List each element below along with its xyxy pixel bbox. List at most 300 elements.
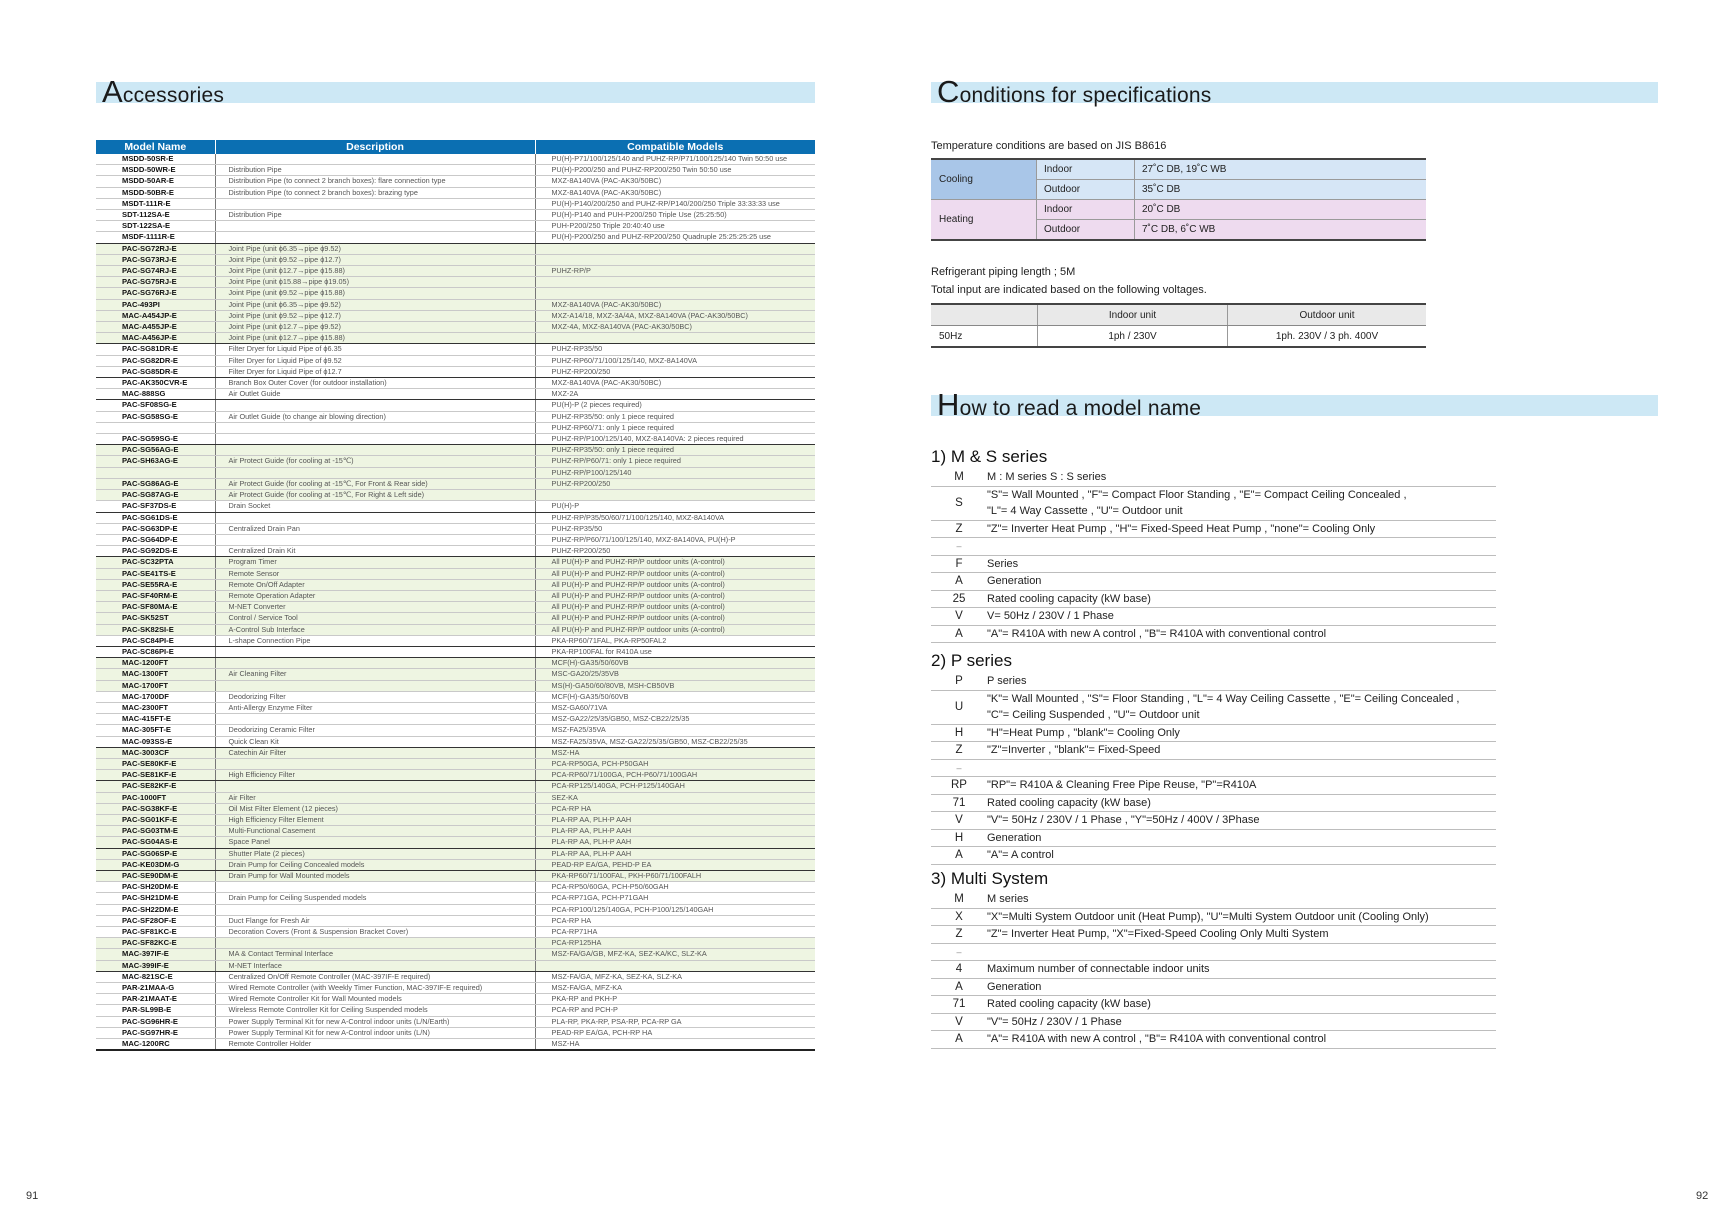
code-meaning (987, 625, 1496, 643)
accessory-row (96, 434, 815, 445)
model-name-cell: PAC-SF82KC-E (96, 938, 215, 949)
conditions-heading: Conditions for specifications (937, 74, 1212, 109)
model-name-cell: MAC-1300FT (96, 669, 215, 680)
model-name-cell: PAC-SG82DR-E (96, 355, 215, 366)
description-cell: Air Filter (215, 792, 535, 803)
accessory-row (96, 467, 815, 478)
compatible-models-cell (535, 490, 815, 501)
model-name-cell: PAC-SF08SG-E (96, 400, 215, 411)
model-code-row (931, 908, 1496, 926)
accessories-heading-bar (96, 74, 815, 109)
model-code-row (931, 520, 1496, 538)
model-code-row (931, 573, 1496, 591)
compatible-models-cell: MS(H)-GA50/60/80VB, MSH-CB50VB (535, 680, 815, 691)
accessory-row (96, 344, 815, 355)
accessory-row (96, 1005, 815, 1016)
accessory-row (96, 490, 815, 501)
model-name-cell: PAC-SE90DM-E (96, 871, 215, 882)
accessory-row (96, 400, 815, 411)
compatible-models-cell: MCF(H)-GA35/50/60VB (535, 691, 815, 702)
accessory-row (96, 904, 815, 915)
code-letter: S (931, 486, 987, 520)
cooling-outdoor-label: Outdoor (1037, 180, 1135, 200)
model-name-cell: MAC-093SS-E (96, 736, 215, 747)
model-name-cell: PAC-SG74RJ-E (96, 266, 215, 277)
code-letter: H (931, 829, 987, 847)
code-meaning (987, 742, 1496, 760)
model-name-cell: MAC-1200RC (96, 1039, 215, 1051)
model-name-cell: MAC-A454JP-E (96, 310, 215, 321)
description-cell: M-NET Converter (215, 602, 535, 613)
compatible-models-cell: PCA-RP and PCH-P (535, 1005, 815, 1016)
compatible-models-cell: PEAD-RP EA/GA, PEHD-P EA (535, 859, 815, 870)
model-code-table (931, 469, 1496, 643)
accessory-row (96, 882, 815, 893)
description-cell (215, 904, 535, 915)
description-cell: Remote Sensor (215, 568, 535, 579)
compatible-models-cell: MXZ-8A140VA (PAC-AK30/50BC) (535, 299, 815, 310)
accessory-row (96, 747, 815, 758)
model-name-cell: MAC-821SC-E (96, 971, 215, 982)
compatible-models-cell: MXZ-8A140VA (PAC-AK30/50BC) (535, 378, 815, 389)
description-cell: Air Outlet Guide (to change air blowing direction) (215, 411, 535, 422)
compatible-models-cell: PCA-RP125HA (535, 938, 815, 949)
accessory-row (96, 758, 815, 769)
compatible-models-cell: MXZ-8A140VA (PAC-AK30/50BC) (535, 176, 815, 187)
model-name-cell: PAC-SC84PI-E (96, 635, 215, 646)
model-name-cell: PAC-1000FT (96, 792, 215, 803)
model-name-cell: MAC-A456JP-E (96, 333, 215, 344)
compatible-models-cell: MXZ-2A (535, 389, 815, 400)
description-cell: Centralized Drain Pan (215, 523, 535, 534)
col-header-description: Description (215, 140, 535, 154)
model-code-row (931, 777, 1496, 795)
compatible-models-cell: MXZ-4A, MXZ-8A140VA (PAC-AK30/50BC) (535, 322, 815, 333)
model-code-row (931, 608, 1496, 626)
code-letter: 71 (931, 996, 987, 1014)
accessories-header-row (96, 140, 815, 154)
compatible-models-cell: PU(H)-P (2 pieces required) (535, 400, 815, 411)
compatible-models-cell: PLA-RP, PKA-RP, PSA-RP, PCA-RP GA (535, 1016, 815, 1027)
model-code-row (931, 847, 1496, 865)
description-cell (215, 534, 535, 545)
compatible-models-cell: PUHZ-RP60/71/100/125/140, MXZ-8A140VA (535, 355, 815, 366)
model-name-cell: PAC-SH20DM-E (96, 882, 215, 893)
description-cell: Joint Pipe (unit ϕ9.52→pipe ϕ12.7) (215, 254, 535, 265)
description-cell (215, 154, 535, 165)
series-title: 3) Multi System (931, 869, 1049, 888)
accessory-row (96, 871, 815, 882)
accessory-row (96, 165, 815, 176)
accessory-row (96, 546, 815, 557)
compatible-models-cell: All PU(H)-P and PUHZ-RP/P outdoor units (A-control) (535, 590, 815, 601)
accessory-row (96, 938, 815, 949)
accessory-row (96, 221, 815, 232)
description-cell: Joint Pipe (unit ϕ9.52→pipe ϕ15.88) (215, 288, 535, 299)
model-name-cell: PAC-SG38KF-E (96, 803, 215, 814)
model-name-cell: MAC-888SG (96, 389, 215, 400)
code-letter: A (931, 978, 987, 996)
model-name-cell (96, 467, 215, 478)
model-name-cell: PAC-SG06SP-E (96, 848, 215, 859)
description-cell: Joint Pipe (unit ϕ12.7→pipe ϕ9.52) (215, 322, 535, 333)
model-name-cell: PAC-SG73RJ-E (96, 254, 215, 265)
model-name-cell: MSDD-50BR-E (96, 187, 215, 198)
code-meaning (987, 690, 1496, 724)
compatible-models-cell: PLA-RP AA, PLH-P AAH (535, 848, 815, 859)
compatible-models-cell: PUHZ-RP/P100/125/140, MXZ-8A140VA: 2 pieces required (535, 434, 815, 445)
model-name-cell: PAC-SG59SG-E (96, 434, 215, 445)
code-meaning-line: "Z"=Inverter , "blank"= Fixed-Speed (987, 744, 1161, 756)
model-name-cell: PAR-21MAAT-E (96, 994, 215, 1005)
description-cell (215, 680, 535, 691)
code-meaning-line: "Z"= Inverter Heat Pump , "H"= Fixed-Speed Heat Pump , "none"= Cooling Only (987, 522, 1376, 535)
code-meaning-line: "X"=Multi System Outdoor unit (Heat Pump), "U"=Multi System Outdoor unit (Cooling Only) (987, 910, 1429, 923)
code-letter: F (931, 555, 987, 573)
model-name-cell: PAC-AK350CVR-E (96, 378, 215, 389)
accessory-row (96, 512, 815, 523)
model-name-cell: MSDD-50AR-E (96, 176, 215, 187)
piping-length-note: Refrigerant piping length ; 5M (931, 266, 1076, 278)
accessory-row (96, 579, 815, 590)
compatible-models-cell: PUHZ-RP200/250 (535, 366, 815, 377)
model-name-cell: MAC-1700DF (96, 691, 215, 702)
model-name-cell: PAC-SF81KC-E (96, 927, 215, 938)
description-cell: Deodorizing Ceramic Filter (215, 725, 535, 736)
model-name-cell: PAC-SG96HR-E (96, 1016, 215, 1027)
accessory-row (96, 691, 815, 702)
accessory-row (96, 333, 815, 344)
accessory-row (96, 680, 815, 691)
voltage-header-outdoor: Outdoor unit (1228, 304, 1427, 326)
code-meaning-line: V= 50Hz / 230V / 1 Phase (987, 610, 1114, 622)
code-letter: 71 (931, 794, 987, 812)
accessory-row (96, 389, 815, 400)
description-cell: Power Supply Terminal Kit for new A-Control indoor units (L/N) (215, 1027, 535, 1038)
code-meaning (987, 891, 1496, 908)
compatible-models-cell: PUHZ-RP/P60/71/100/125/140, MXZ-8A140VA, PU(H)-P (535, 534, 815, 545)
compatible-models-cell: PUHZ-RP/P35/50/60/71/100/125/140, MXZ-8A140VA (535, 512, 815, 523)
accessory-row (96, 714, 815, 725)
heating-outdoor-value: 7˚C DB, 6˚C WB (1135, 220, 1427, 241)
model-name-cell: PAC-KE03DM-G (96, 859, 215, 870)
accessory-row (96, 949, 815, 960)
model-name-cell: PAC-SG75RJ-E (96, 277, 215, 288)
description-cell (215, 434, 535, 445)
compatible-models-cell: PLA-RP AA, PLH-P AAH (535, 826, 815, 837)
accessory-row (96, 837, 815, 848)
code-letter: V (931, 812, 987, 830)
heating-indoor-label: Indoor (1037, 200, 1135, 220)
compatible-models-cell: MSZ-FA/GA, MFZ-KA (535, 983, 815, 994)
description-cell: Control / Service Tool (215, 613, 535, 624)
model-code-row (931, 538, 1496, 556)
description-cell: Filter Dryer for Liquid Pipe of ϕ9.52 (215, 355, 535, 366)
model-code-table (931, 891, 1496, 1049)
model-code-row (931, 943, 1496, 961)
model-name-cell: MAC-A455JP-E (96, 322, 215, 333)
model-code-row (931, 486, 1496, 520)
model-name-cell: SDT-122SA-E (96, 221, 215, 232)
description-cell: Power Supply Terminal Kit for new A-Control indoor units (L/N/Earth) (215, 1016, 535, 1027)
page-number-right: 92 (1696, 1190, 1709, 1202)
model-name-cell: PAC-SG92DS-E (96, 546, 215, 557)
model-name-cell: MAC-3003CF (96, 747, 215, 758)
code-meaning-line: P series (987, 675, 1027, 687)
code-letter: A (931, 847, 987, 865)
code-letter: RP (931, 777, 987, 795)
compatible-models-cell: MXZ-8A140VA (PAC-AK30/50BC) (535, 187, 815, 198)
code-meaning-line: M series (987, 893, 1029, 905)
voltage-indoor: 1ph / 230V (1038, 326, 1228, 348)
compatible-models-cell: SEZ-KA (535, 792, 815, 803)
model-name-cell: SDT-112SA-E (96, 210, 215, 221)
accessory-row (96, 803, 815, 814)
model-name-cell: PAC-SC32PTA (96, 557, 215, 568)
model-name-cell: PAC-SG86AG-E (96, 478, 215, 489)
accessory-row (96, 411, 815, 422)
compatible-models-cell: PCA-RP71HA (535, 927, 815, 938)
code-meaning (987, 573, 1496, 591)
code-letter: – (931, 943, 987, 961)
description-cell: Joint Pipe (unit ϕ12.7→pipe ϕ15.88) (215, 266, 535, 277)
description-cell: Wired Remote Controller Kit for Wall Mounted models (215, 994, 535, 1005)
code-meaning (987, 812, 1496, 830)
compatible-models-cell (535, 277, 815, 288)
cooling-indoor-value: 27˚C DB, 19˚C WB (1135, 159, 1427, 180)
accessory-row (96, 613, 815, 624)
code-letter: – (931, 538, 987, 556)
cooling-label: Cooling (931, 159, 1037, 200)
temperature-note: Temperature conditions are based on JIS B8616 (931, 140, 1167, 152)
accessory-row (96, 669, 815, 680)
compatible-models-cell: PUHZ-RP/P60/71: only 1 piece required (535, 456, 815, 467)
model-name-cell (96, 422, 215, 433)
model-name-cell: MAC-1700FT (96, 680, 215, 691)
code-meaning-line: Maximum number of connectable indoor units (987, 963, 1210, 975)
model-name-cell: PAC-SE41TS-E (96, 568, 215, 579)
compatible-models-cell: PUH-P200/250 Triple 20:40:40 use (535, 221, 815, 232)
model-code-table (931, 673, 1496, 865)
description-cell: Joint Pipe (unit ϕ6.35→pipe ϕ9.52) (215, 299, 535, 310)
code-meaning-line: "V"= 50Hz / 230V / 1 Phase , "Y"=50Hz / 400V / 3Phase (987, 814, 1260, 826)
description-cell: M-NET Interface (215, 960, 535, 971)
compatible-models-cell: PCA-RP50/60GA, PCH-P50/60GAH (535, 882, 815, 893)
description-cell: Remote On/Off Adapter (215, 579, 535, 590)
accessory-row (96, 478, 815, 489)
model-name-cell: MAC-2300FT (96, 702, 215, 713)
description-cell: L-shape Connection Pipe (215, 635, 535, 646)
code-meaning (987, 555, 1496, 573)
accessory-row (96, 176, 815, 187)
accessory-row (96, 187, 815, 198)
accessory-row (96, 927, 815, 938)
description-cell: Quick Clean Kit (215, 736, 535, 747)
accessory-row (96, 288, 815, 299)
description-cell: Space Panel (215, 837, 535, 848)
code-meaning (987, 673, 1496, 690)
col-header-compatible: Compatible Models (535, 140, 815, 154)
model-code-row (931, 891, 1496, 908)
model-code-row (931, 1013, 1496, 1031)
compatible-models-cell: PCA-RP HA (535, 803, 815, 814)
description-cell: Air Outlet Guide (215, 389, 535, 400)
description-cell: Remote Operation Adapter (215, 590, 535, 601)
model-name-cell: PAC-SG03TM-E (96, 826, 215, 837)
compatible-models-cell: PUHZ-RP200/250 (535, 546, 815, 557)
voltage-outdoor: 1ph. 230V / 3 ph. 400V (1228, 326, 1427, 348)
accessory-row (96, 624, 815, 635)
accessory-row (96, 266, 815, 277)
model-code-row (931, 724, 1496, 742)
compatible-models-cell: MXZ-A14/18, MXZ-3A/4A, MXZ-8A140VA (PAC-AK30/50BC) (535, 310, 815, 321)
model-name-cell: PAC-SE81KF-E (96, 770, 215, 781)
description-cell: Wireless Remote Controller Kit for Ceiling Suspended models (215, 1005, 535, 1016)
code-meaning (987, 724, 1496, 742)
page-number-left: 91 (26, 1190, 39, 1202)
accessory-row (96, 232, 815, 243)
code-meaning (987, 961, 1496, 979)
description-cell (215, 221, 535, 232)
model-name-cell: MAC-397IF-E (96, 949, 215, 960)
model-name-cell: PAC-SE80KF-E (96, 758, 215, 769)
code-meaning-line: "H"=Heat Pump , "blank"= Cooling Only (987, 726, 1180, 739)
model-code-row (931, 926, 1496, 944)
description-cell: Decoration Covers (Front & Suspension Bracket Cover) (215, 927, 535, 938)
description-cell: Drain Pump for Ceiling Concealed models (215, 859, 535, 870)
compatible-models-cell: PLA-RP AA, PLH-P AAH (535, 814, 815, 825)
code-meaning-line: "A"= A control (987, 849, 1054, 861)
description-cell (215, 658, 535, 669)
code-letter: Z (931, 520, 987, 538)
compatible-models-cell: PU(H)-P200/250 and PUHZ-RP200/250 Quadruple 25:25:25:25 use (535, 232, 815, 243)
code-meaning-line: Generation (987, 831, 1042, 844)
compatible-models-cell: PUHZ-RP35/50: only 1 piece required (535, 411, 815, 422)
series-title: 2) P series (931, 651, 1012, 670)
compatible-models-cell: MSZ-HA (535, 747, 815, 758)
code-letter: V (931, 1013, 987, 1031)
cooling-outdoor-value: 35˚C DB (1135, 180, 1427, 200)
code-meaning (987, 486, 1496, 520)
compatible-models-cell: PUHZ-RP35/50 (535, 344, 815, 355)
accessory-row (96, 310, 815, 321)
compatible-models-cell: PU(H)-P71/100/125/140 and PUHZ-RP/P71/100/125/140 Twin 50:50 use (535, 154, 815, 165)
description-cell: Distribution Pipe (215, 165, 535, 176)
compatible-models-cell: PKA-RP60/71/100FAL, PKH-P60/71/100FALH (535, 871, 815, 882)
description-cell (215, 781, 535, 792)
description-cell (215, 445, 535, 456)
heating-indoor-row (931, 200, 1426, 220)
description-cell: Centralized Drain Kit (215, 546, 535, 557)
description-cell: Drain Pump for Ceiling Suspended models (215, 893, 535, 904)
accessories-heading: Accessories (102, 74, 225, 109)
model-name-cell: MSDD-50WR-E (96, 165, 215, 176)
model-name-cell: MAC-399IF-E (96, 960, 215, 971)
description-cell: Branch Box Outer Cover (for outdoor installation) (215, 378, 535, 389)
code-meaning-line: Generation (987, 575, 1042, 587)
model-name-cell: PAC-SG87AG-E (96, 490, 215, 501)
model-code-row (931, 742, 1496, 760)
code-meaning-line: "K"= Wall Mounted , "S"= Floor Standing , "L"= 4 Way Ceiling Cassette , "E"= Ceiling Concealed , (987, 692, 1460, 705)
compatible-models-cell: PU(H)-P (535, 501, 815, 512)
model-name-cell: PAC-SE55RA-E (96, 579, 215, 590)
code-letter: V (931, 608, 987, 626)
description-cell: Multi-Functional Casement (215, 826, 535, 837)
description-cell: Wired Remote Controller (with Weekly Timer Function, MAC-397IF-E required) (215, 983, 535, 994)
code-letter: – (931, 759, 987, 777)
code-meaning (987, 590, 1496, 608)
description-cell (215, 758, 535, 769)
model-name-cell: MSDD-50SR-E (96, 154, 215, 165)
description-cell: Distribution Pipe (215, 210, 535, 221)
model-name-cell: PAC-SF37DS-E (96, 501, 215, 512)
compatible-models-cell: MCF(H)-GA35/50/60VB (535, 658, 815, 669)
compatible-models-cell: PU(H)-P140 and PUH-P200/250 Triple Use (25:25:50) (535, 210, 815, 221)
model-name-cell: MAC-305FT-E (96, 725, 215, 736)
code-letter: A (931, 625, 987, 643)
description-cell: Catechin Air Filter (215, 747, 535, 758)
code-meaning-line: "V"= 50Hz / 230V / 1 Phase (987, 1015, 1122, 1028)
compatible-models-cell (535, 333, 815, 344)
model-name-cell: PAC-SG72RJ-E (96, 243, 215, 254)
compatible-models-cell: All PU(H)-P and PUHZ-RP/P outdoor units (A-control) (535, 579, 815, 590)
compatible-models-cell (535, 288, 815, 299)
description-cell (215, 882, 535, 893)
accessory-row (96, 501, 815, 512)
accessory-row (96, 355, 815, 366)
description-cell (215, 198, 535, 209)
accessory-row (96, 523, 815, 534)
model-name-cell: PAC-SF40RM-E (96, 590, 215, 601)
accessory-row (96, 859, 815, 870)
model-code-row (931, 690, 1496, 724)
accessory-row (96, 254, 815, 265)
compatible-models-cell: PCA-RP125/140GA, PCH-P125/140GAH (535, 781, 815, 792)
code-letter: M (931, 469, 987, 486)
accessory-row (96, 893, 815, 904)
model-name-cell: PAR-SL99B-E (96, 1005, 215, 1016)
accessory-row (96, 1039, 815, 1051)
code-meaning (987, 908, 1496, 926)
code-meaning (987, 794, 1496, 812)
accessory-row (96, 983, 815, 994)
model-name-cell: MSDT-111R-E (96, 198, 215, 209)
accessory-row (96, 994, 815, 1005)
accessory-row (96, 154, 815, 165)
description-cell: Shutter Plate (2 pieces) (215, 848, 535, 859)
description-cell: Duct Flange for Fresh Air (215, 915, 535, 926)
accessory-row (96, 736, 815, 747)
compatible-models-cell (535, 960, 815, 971)
description-cell (215, 422, 535, 433)
accessory-row (96, 322, 815, 333)
description-cell: Air Protect Guide (for cooling at -15℃, For Front & Rear side) (215, 478, 535, 489)
compatible-models-cell (535, 254, 815, 265)
description-cell: Joint Pipe (unit ϕ15.88→pipe ϕ19.05) (215, 277, 535, 288)
code-meaning (987, 520, 1496, 538)
description-cell: Distribution Pipe (to connect 2 branch boxes): brazing type (215, 187, 535, 198)
compatible-models-cell: PU(H)-P140/200/250 and PUHZ-RP/P140/200/250 Triple 33:33:33 use (535, 198, 815, 209)
accessory-row (96, 378, 815, 389)
voltage-header-blank (931, 304, 1038, 326)
accessory-row (96, 422, 815, 433)
code-meaning-line: "A"= R410A with new A control , "B"= R410A with conventional control (987, 627, 1327, 640)
code-meaning (987, 469, 1496, 486)
model-name-cell: MAC-1200FT (96, 658, 215, 669)
compatible-models-cell: All PU(H)-P and PUHZ-RP/P outdoor units (A-control) (535, 602, 815, 613)
description-cell: Drain Pump for Wall Mounted models (215, 871, 535, 882)
model-name-cell: PAC-SK82SI-E (96, 624, 215, 635)
